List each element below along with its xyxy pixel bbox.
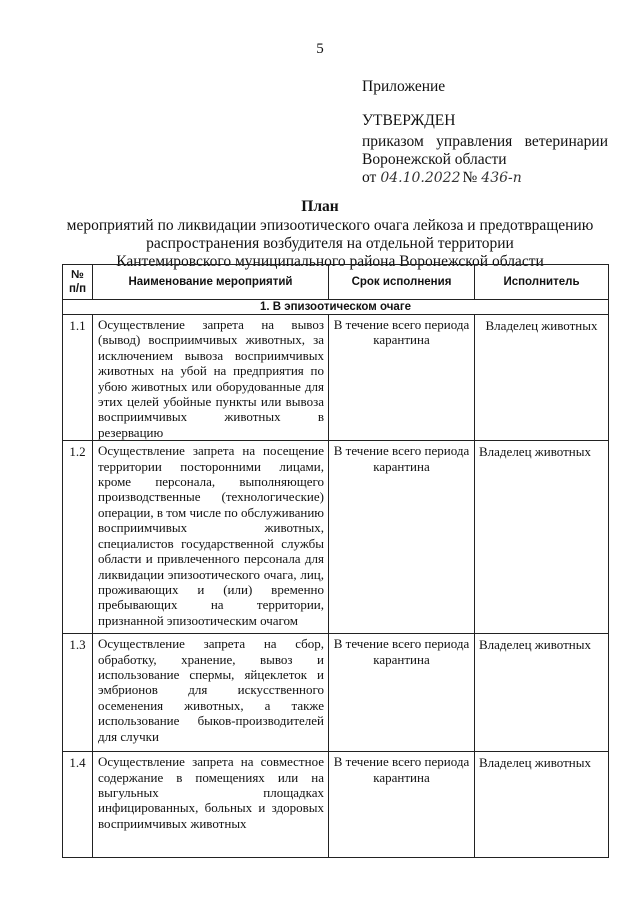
table-row <box>63 315 609 441</box>
document-subtitle <box>60 217 600 271</box>
header-term: Срок исполнения <box>329 265 475 300</box>
row-num: 1.4 <box>63 752 93 858</box>
section-title: 1. В эпизоотическом очаге <box>63 300 609 315</box>
plan-table <box>62 264 609 858</box>
row-executor: Владелец животных <box>475 634 609 752</box>
row-name: Осуществление запрета на совместное содержание в помещениях или на выгульных площадках инфицированных, больных и здоровых восприимчивых животных <box>93 752 329 858</box>
row-num: 1.3 <box>63 634 93 752</box>
table-row <box>63 634 609 752</box>
header-num: № п/п <box>63 265 93 300</box>
approved-label: УТВЕРЖДЕН <box>362 112 456 129</box>
handwritten-date: 04.10.2022 <box>380 170 461 186</box>
header-executor: Исполнитель <box>475 265 609 300</box>
row-executor: Владелец животных <box>475 752 609 858</box>
row-num: 1.2 <box>63 441 93 634</box>
row-executor: Владелец животных <box>475 441 609 634</box>
approval-block <box>362 78 608 187</box>
number-prefix: № <box>462 169 478 186</box>
row-term: В течение всего периода карантина <box>329 752 475 858</box>
section-row <box>63 300 609 315</box>
row-name: Осуществление запрета на вывоз (вывод) восприимчивых животных, за исключением вывоза восприимчивых животных на убой на предприятия по убою животных или оборудованные для этих целей убойные пункты или вывоза восприимчивых животных в резервацию <box>93 315 329 441</box>
row-name: Осуществление запрета на посещение территории посторонними лицами, кроме персонала, выполняющего производственные (технологические) операции, в том числе по обслуживанию восприимчивых животных, специалистов государственной службы области и привлеченного персонала для ликвидации эпизоотического очага, лиц, проживающих и (или) временно пребывающих на территории, признанной эпизоотическим очагом <box>93 441 329 634</box>
table-row <box>63 441 609 634</box>
header-name: Наименование мероприятий <box>93 265 329 300</box>
subtitle-line: мероприятий по ликвидации эпизоотического очага лейкоза и предотвращению <box>66 217 594 234</box>
document-title: План <box>301 198 339 215</box>
appendix-label: Приложение <box>362 78 446 95</box>
row-name: Осуществление запрета на сбор, обработку, хранение, вывоз и использование спермы, яйцеклеток и эмбрионов для искусственного осеменения животных, а также использование быков-производителей для случки <box>93 634 329 752</box>
approval-line-1: приказом управления ветеринарии <box>362 133 608 150</box>
subtitle-line: распространения возбудителя на отдельной территории <box>146 235 514 252</box>
row-term: В течение всего периода карантина <box>329 315 475 441</box>
page-number: 5 <box>316 41 324 57</box>
date-prefix: от <box>362 169 377 186</box>
approval-date-line <box>362 169 608 187</box>
subtitle-line: Кантемировского муниципального района Воронежской области <box>116 253 544 270</box>
table-row <box>63 752 609 858</box>
row-term: В течение всего периода карантина <box>329 441 475 634</box>
row-num: 1.1 <box>63 315 93 441</box>
handwritten-number: 436-п <box>481 170 522 186</box>
row-executor: Владелец животных <box>475 315 609 441</box>
approval-line-2: Воронежской области <box>362 151 507 168</box>
table-header-row <box>63 265 609 300</box>
row-term: В течение всего периода карантина <box>329 634 475 752</box>
